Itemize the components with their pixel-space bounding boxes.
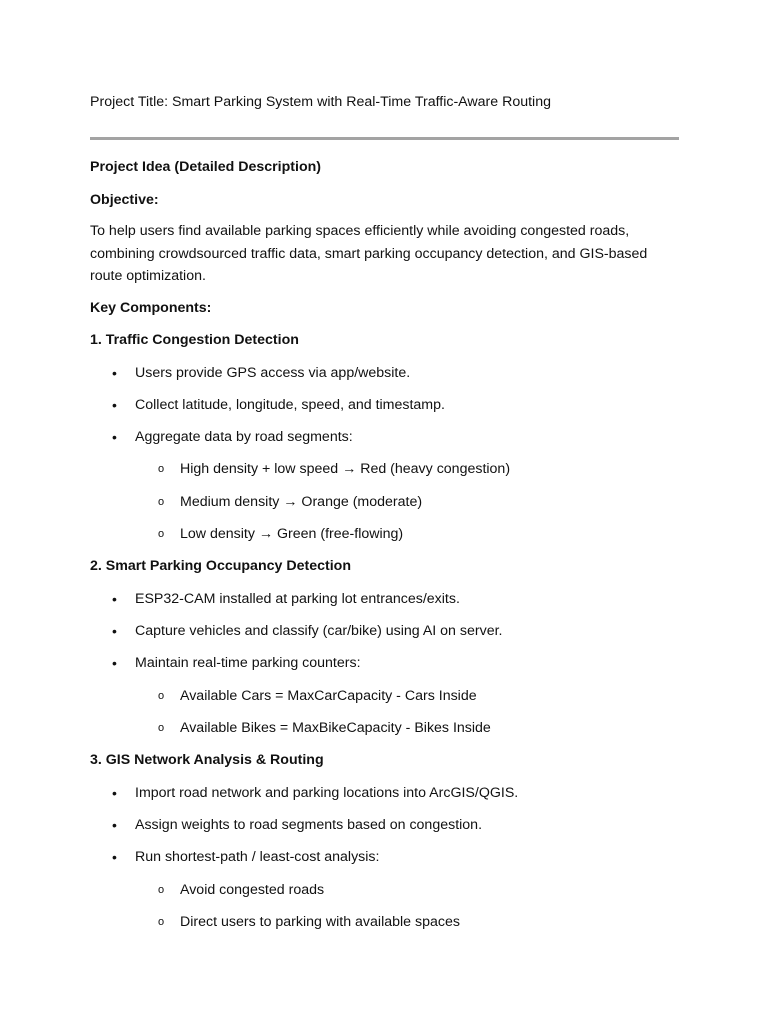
- bullet-icon: •: [112, 590, 117, 607]
- section-traffic-congestion: [90, 329, 678, 545]
- list-item: [90, 782, 678, 804]
- sub-list-item: [90, 523, 678, 545]
- bullet-list: [90, 362, 678, 449]
- list-item-text: Run shortest-path / least-cost analysis:: [135, 849, 380, 866]
- section-heading: 2. Smart Parking Occupancy Detection: [90, 558, 351, 575]
- sub-bullet-list: [90, 879, 678, 934]
- list-item-text: Users provide GPS access via app/website.: [135, 364, 411, 381]
- list-item: [90, 846, 678, 868]
- project-idea-heading: Project Idea (Detailed Description): [90, 159, 321, 175]
- list-item-text: ESP32-CAM installed at parking lot entrances/exits.: [135, 590, 460, 607]
- sub-list-item: [90, 685, 678, 707]
- sub-list-item-text: Available Cars = MaxCarCapacity - Cars Inside: [180, 687, 477, 704]
- section-smart-parking: [90, 555, 678, 739]
- list-item-text: Collect latitude, longitude, speed, and timestamp.: [135, 396, 445, 413]
- sub-list-item-text: Available Bikes = MaxBikeCapacity - Bikes Inside: [180, 719, 491, 736]
- sub-bullet-list: [90, 458, 678, 545]
- list-item: [90, 652, 678, 674]
- bullet-icon: •: [112, 429, 117, 446]
- hollow-bullet-icon: o: [158, 915, 165, 928]
- bullet-icon: •: [112, 623, 117, 640]
- hollow-bullet-icon: o: [158, 689, 165, 702]
- hollow-bullet-icon: o: [158, 463, 165, 476]
- sub-list-item-text: High density + low speed → Red (heavy congestion): [180, 461, 511, 478]
- list-item: [90, 814, 678, 836]
- sub-list-item: [90, 717, 678, 739]
- section-heading: 1. Traffic Congestion Detection: [90, 332, 299, 348]
- hollow-bullet-icon: o: [158, 527, 165, 540]
- list-item: [90, 620, 678, 642]
- sub-list-item: [90, 911, 678, 933]
- hollow-bullet-icon: o: [158, 721, 165, 734]
- list-item-text: Assign weights to road segments based on congestion.: [135, 817, 483, 834]
- project-title: Project Title: Smart Parking System with Real-Time Traffic-Aware Routing: [90, 94, 551, 110]
- sub-list-item: [90, 491, 678, 513]
- bullet-icon: •: [112, 817, 117, 834]
- horizontal-rule: [90, 137, 679, 140]
- sub-list-item: [90, 458, 678, 480]
- bullet-icon: •: [112, 849, 117, 866]
- bullet-icon: •: [112, 396, 117, 413]
- list-item-text: Capture vehicles and classify (car/bike) using AI on server.: [135, 623, 503, 640]
- sub-list-item-text: Medium density → Orange (moderate): [180, 493, 423, 510]
- list-item: [90, 362, 678, 384]
- sub-list-item-text: Direct users to parking with available spaces: [180, 913, 460, 930]
- section-gis-routing: [90, 749, 678, 933]
- sub-list-item-text: Avoid congested roads: [180, 881, 325, 898]
- list-item: [90, 394, 678, 416]
- objective-text: To help users find available parking spaces efficiently while avoiding congested roads, combining crowdsourced traffic data, smart parking occupancy detection, and GIS-based route optimization.: [90, 223, 648, 284]
- bullet-icon: •: [112, 364, 117, 381]
- bullet-icon: •: [112, 784, 117, 801]
- hollow-bullet-icon: o: [158, 495, 165, 508]
- bullet-icon: •: [112, 655, 117, 672]
- sub-list-item-text: Low density → Green (free-flowing): [180, 525, 404, 542]
- list-item: [90, 588, 678, 610]
- sub-list-item: [90, 879, 678, 901]
- bullet-list: [90, 782, 678, 869]
- objective-heading: Objective:: [90, 191, 159, 208]
- bullet-list: [90, 588, 678, 675]
- list-item-text: Import road network and parking locations into ArcGIS/QGIS.: [135, 784, 519, 801]
- hollow-bullet-icon: o: [158, 883, 165, 896]
- key-components-heading: Key Components:: [90, 299, 212, 316]
- list-item-text: Aggregate data by road segments:: [135, 429, 353, 446]
- list-item-text: Maintain real-time parking counters:: [135, 655, 361, 672]
- list-item: [90, 426, 678, 448]
- section-heading: 3. GIS Network Analysis & Routing: [90, 752, 324, 769]
- sub-bullet-list: [90, 685, 678, 740]
